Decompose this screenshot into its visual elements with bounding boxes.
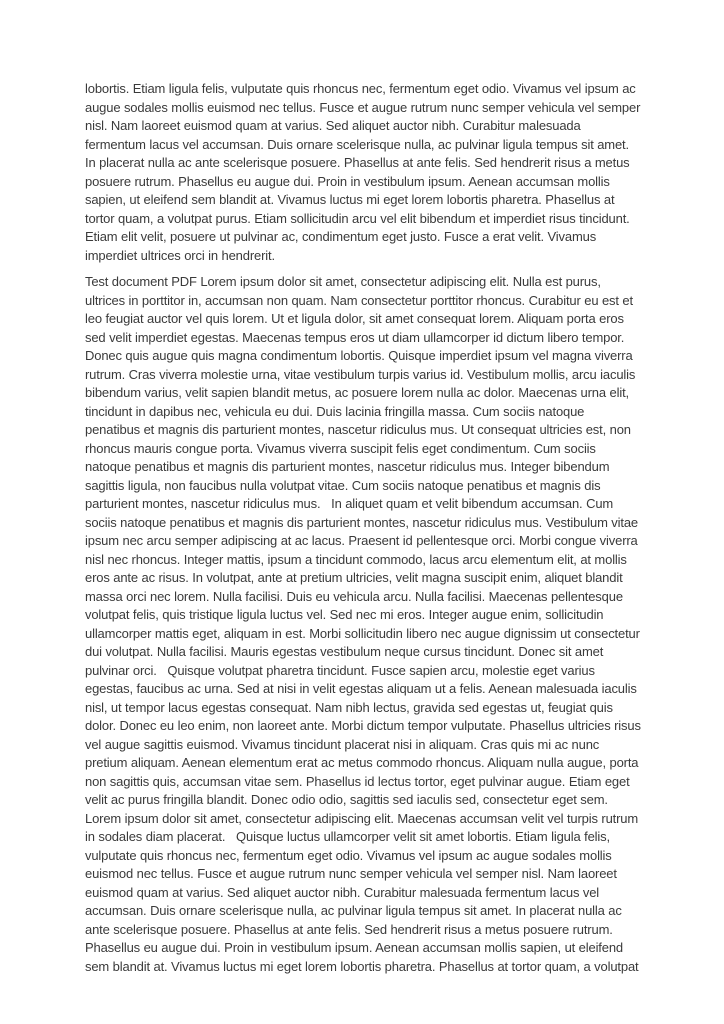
paragraph-body: Test document PDF Lorem ipsum dolor sit amet, consectetur adipiscing elit. Nulla est purus, ultrices in porttitor in, accumsan non quam. Nam consectetur porttitor rhoncus. Curabitur eu est et leo feugiat auctor vel quis lorem. Ut et ligula dolor, sit amet consequat lorem. Aliquam porta eros sed velit imperdiet egestas. Maecenas tempus eros ut diam ullamcorper id dictum libero tempor. Donec quis augue quis magna condimentum lobortis. Quisque imperdiet ipsum vel magna viverra rutrum. Cras viverra molestie urna, vitae vestibulum turpis varius id. Vestibulum mollis, arcu iaculis bibendum varius, velit sapien blandit metus, ac posuere lorem nulla ac dolor. Maecenas urna elit, tincidunt in dapibus nec, vehicula eu dui. Duis lacinia fringilla massa. Cum sociis natoque penatibus et magnis dis parturient montes, nascetur ridiculus mus. Ut consequat ultricies est, non rhoncus mauris congue porta. Vivamus viverra suscipit felis eget condimentum. Cum sociis natoque penatibus et magnis dis parturient montes, nascetur ridiculus mus. Integer bibendum sagittis ligula, non faucibus nulla volutpat vitae. Cum sociis natoque penatibus et magnis dis parturient montes, nascetur ridiculus mus. In aliquet quam et velit bibendum accumsan. Cum sociis natoque penatibus et magnis dis parturient montes, nascetur ridiculus mus. Vestibulum vitae ipsum nec arcu semper adipiscing at ac lacus. Praesent id pellentesque orci. Morbi congue viverra nisl nec rhoncus. Integer mattis, ipsum a tincidunt commodo, lacus arcu elementum elit, at mollis eros ante ac risus. In volutpat, ante at pretium ultricies, velit magna suscipit enim, aliquet blandit massa orci nec lorem. Nulla facilisi. Duis eu vehicula arcu. Nulla facilisi. Maecenas pellentesque volutpat felis, quis tristique ligula luctus vel. Sed nec mi eros. Integer augue enim, sollicitudin ullamcorper mattis eget, aliquam in est. Morbi sollicitudin libero nec augue dignissim ut consectetur dui volutpat. Nulla facilisi. Mauris egestas vestibulum neque cursus tincidunt. Donec sit amet pulvinar orci. Quisque volutpat pharetra tincidunt. Fusce sapien arcu, molestie eget varius egestas, faucibus ac urna. Sed at nisi in velit egestas aliquam ut a felis. Aenean malesuada iaculis nisl, ut tempor lacus egestas consequat. Nam nibh lectus, gravida sed egestas ut, feugiat quis dolor. Donec eu leo enim, non laoreet ante. Morbi dictum tempor vulputate. Phasellus ultricies risus vel augue sagittis euismod. Vivamus tincidunt placerat nisi in aliquam. Cras quis mi ac nunc pretium aliquam. Aenean elementum erat ac metus commodo rhoncus. Aliquam nulla augue, porta non sagittis quis, accumsan vitae sem. Phasellus id lectus tortor, eget pulvinar augue. Etiam eget velit ac purus fringilla blandit. Donec odio odio, sagittis sed iaculis sed, consectetur eget sem. Lorem ipsum dolor sit amet, consectetur adipiscing elit. Maecenas accumsan velit vel turpis rutrum in sodales diam placerat. Quisque luctus ullamcorper velit sit amet lobortis. Etiam ligula felis, vulputate quis rhoncus nec, fermentum eget odio. Vivamus vel ipsum ac augue sodales mollis euismod nec tellus. Fusce et augue rutrum nunc semper vehicula vel semper nisl. Nam laoreet euismod quam at varius. Sed aliquet auctor nibh. Curabitur malesuada fermentum lacus vel accumsan. Duis ornare scelerisque nulla, ac pulvinar ligula tempus sit amet. In placerat nulla ac ante scelerisque posuere. Phasellus at ante felis. Sed hendrerit risus a metus posuere rutrum. Phasellus eu augue dui. Proin in vestibulum ipsum. Aenean accumsan mollis sapien, ut eleifend sem blandit at. Vivamus luctus mi eget lorem lobortis pharetra. Phasellus at tortor quam, a volutpat	[85, 274, 645, 974]
paragraph-continuation: lobortis. Etiam ligula felis, vulputate quis rhoncus nec, fermentum eget odio. Vivamus vel ipsum ac augue sodales mollis euismod nec tellus. Fusce et augue rutrum nunc semper vehicula vel semper nisl. Nam laoreet euismod quam at varius. Sed aliquet auctor nibh. Curabitur malesuada fermentum lacus vel accumsan. Duis ornare scelerisque nulla, ac pulvinar ligula tempus sit amet. In placerat nulla ac ante scelerisque posuere. Phasellus at ante felis. Sed hendrerit risus a metus posuere rutrum. Phasellus eu augue dui. Proin in vestibulum ipsum. Aenean accumsan mollis sapien, ut eleifend sem blandit at. Vivamus luctus mi eget lorem lobortis pharetra. Phasellus at tortor quam, a volutpat purus. Etiam sollicitudin arcu vel elit bibendum et imperdiet risus tincidunt. Etiam elit velit, posuere ut pulvinar ac, condimentum eget justo. Fusce a erat velit. Vivamus imperdiet ultrices orci in hendrerit.	[85, 81, 644, 263]
